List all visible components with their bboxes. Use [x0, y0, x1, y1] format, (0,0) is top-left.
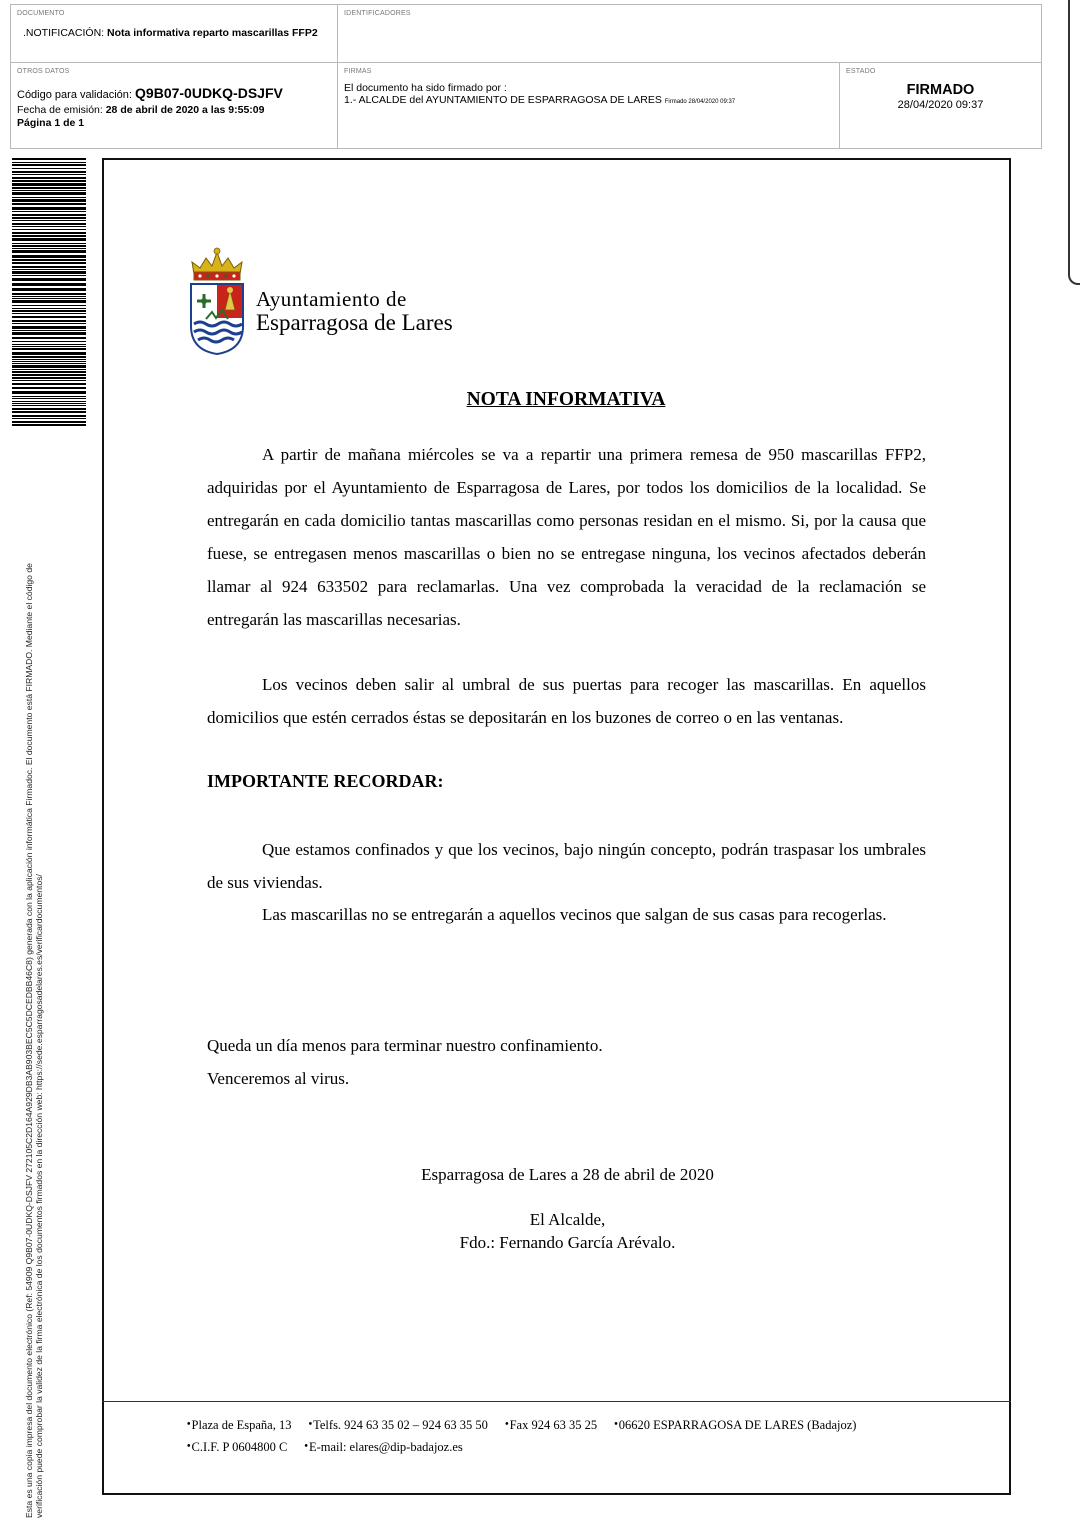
identificadores-cell [338, 5, 1041, 63]
place-date: Esparragosa de Lares a 28 de abril de 2020 [421, 1165, 714, 1184]
estado-cell [840, 63, 1041, 149]
documento-cell [11, 5, 338, 63]
barcode-image [12, 158, 86, 426]
side-text-line2: verificación puede comprobar la validez de la firma electrónica de los documentos firmados en la dirección web: https://sede.esparragosadelares.es/verificardocumentos/ [34, 874, 44, 1518]
footer-address: •Plaza de España, 13 [187, 1418, 292, 1432]
letterhead-line2: Esparragosa de Lares [256, 310, 453, 335]
document-header-table [10, 4, 1042, 149]
estado-label: ESTADO [846, 68, 876, 75]
footer-postal: •06620 ESPARRAGOSA DE LARES (Badajoz) [614, 1418, 857, 1432]
closing-line-2: Venceremos al virus. [207, 1069, 350, 1088]
footer-phones: •Telfs. 924 63 35 02 – 924 63 35 50 [308, 1418, 488, 1432]
otros-datos-cell [11, 63, 338, 149]
doc-prefix: .NOTIFICACIÓN: [23, 27, 105, 39]
side-validation-text [24, 468, 54, 1518]
paragraph-2: Los vecinos deben salir al umbral de sus puertas para recoger las mascarillas. En aquellos domicilios que estén cerrados éstas se depositarán en los buzones de correo o en las ventanas. [207, 675, 926, 727]
closing-line-1: Queda un día menos para terminar nuestro confinamiento. [207, 1036, 603, 1055]
validation-code [17, 85, 283, 101]
signer-entry: 1.- ALCALDE del AYUNTAMIENTO DE ESPARRAGOSA DE LARES [344, 94, 662, 106]
otros-datos-label: OTROS DATOS [17, 68, 70, 75]
letter-frame [102, 158, 1011, 1495]
firmas-line2 [344, 94, 735, 108]
signer-role: El Alcalde, [529, 1210, 606, 1229]
screen-edge [1068, 0, 1080, 285]
footer-line-2 [187, 1440, 477, 1455]
issue-date [17, 104, 265, 116]
firmas-line1: El documento ha sido firmado por : [344, 82, 507, 94]
footer-fax: •Fax 924 63 35 25 [505, 1418, 598, 1432]
status-date: 28/04/2020 09:37 [897, 99, 984, 111]
page-title [0, 389, 1080, 411]
important-heading: IMPORTANTE RECORDAR: [207, 771, 444, 791]
fecha-value: 28 de abril de 2020 a las 9:55:09 [105, 104, 265, 116]
coat-of-arms-icon [186, 246, 248, 358]
footer-line-1 [187, 1418, 870, 1433]
documento-label: DOCUMENTO [17, 10, 65, 17]
page-number: Página 1 de 1 [17, 117, 85, 129]
paragraph-4: Las mascarillas no se entregarán a aquellos vecinos que salgan de sus casas para recogerlas. [262, 905, 887, 924]
firmas-label: FIRMAS [344, 68, 372, 75]
codigo-value: Q9B07-0UDKQ-DSJFV [135, 85, 283, 101]
footer-email: •E-mail: elares@dip-badajoz.es [304, 1440, 463, 1454]
status-badge: FIRMADO [906, 82, 975, 98]
footer-divider [102, 1401, 1011, 1402]
signer-name: Fdo.: Fernando García Arévalo. [459, 1233, 676, 1252]
paragraph-3: Que estamos confinados y que los vecinos, bajo ningún concepto, podrán traspasar los umbrales de sus viviendas. [207, 840, 926, 892]
paragraph-1: A partir de mañana miércoles se va a repartir una primera remesa de 950 mascarillas FFP2, adquiridas por el Ayuntamiento de Esparragosa de Lares, por todos los domicilios de la localidad. Se entregarán en cada domicilio tantas mascarillas como personas residan en el mismo. Si, por la causa que fuese, se entregasen menos mascarillas o bien no se entregase ninguna, los vecinos afectados deberán llamar al 924 633502 para reclamarlas. Una vez comprobada la veracidad de la reclamación se entregarán las mascarillas necesarias. [207, 445, 926, 629]
signature-stamp: Firmado 28/04/2020 09:37 [664, 99, 736, 105]
title-text: NOTA INFORMATIVA [466, 389, 666, 410]
document-title [23, 27, 323, 39]
identificadores-label: IDENTIFICADORES [344, 10, 411, 17]
side-text-line1: Esta es una copia impresa del documento electrónico (Ref: 54909 Q9B07-0UDKQ-DSJFV 272105C2D164A929DB3AB903BEC5C5DCEDBB46C8) generada con la aplicación informática Firmadoc. El documento está FIRMADO. Mediante el código de [24, 563, 34, 1518]
fecha-label: Fecha de emisión: [17, 104, 103, 116]
letterhead-line1: Ayuntamiento de [256, 287, 407, 311]
doc-title: Nota informativa reparto mascarillas FFP2 [107, 27, 318, 39]
footer-cif: •C.I.F. P 0604800 C [187, 1440, 288, 1454]
firmas-cell [338, 63, 840, 149]
codigo-label: Código para validación: [17, 89, 132, 101]
